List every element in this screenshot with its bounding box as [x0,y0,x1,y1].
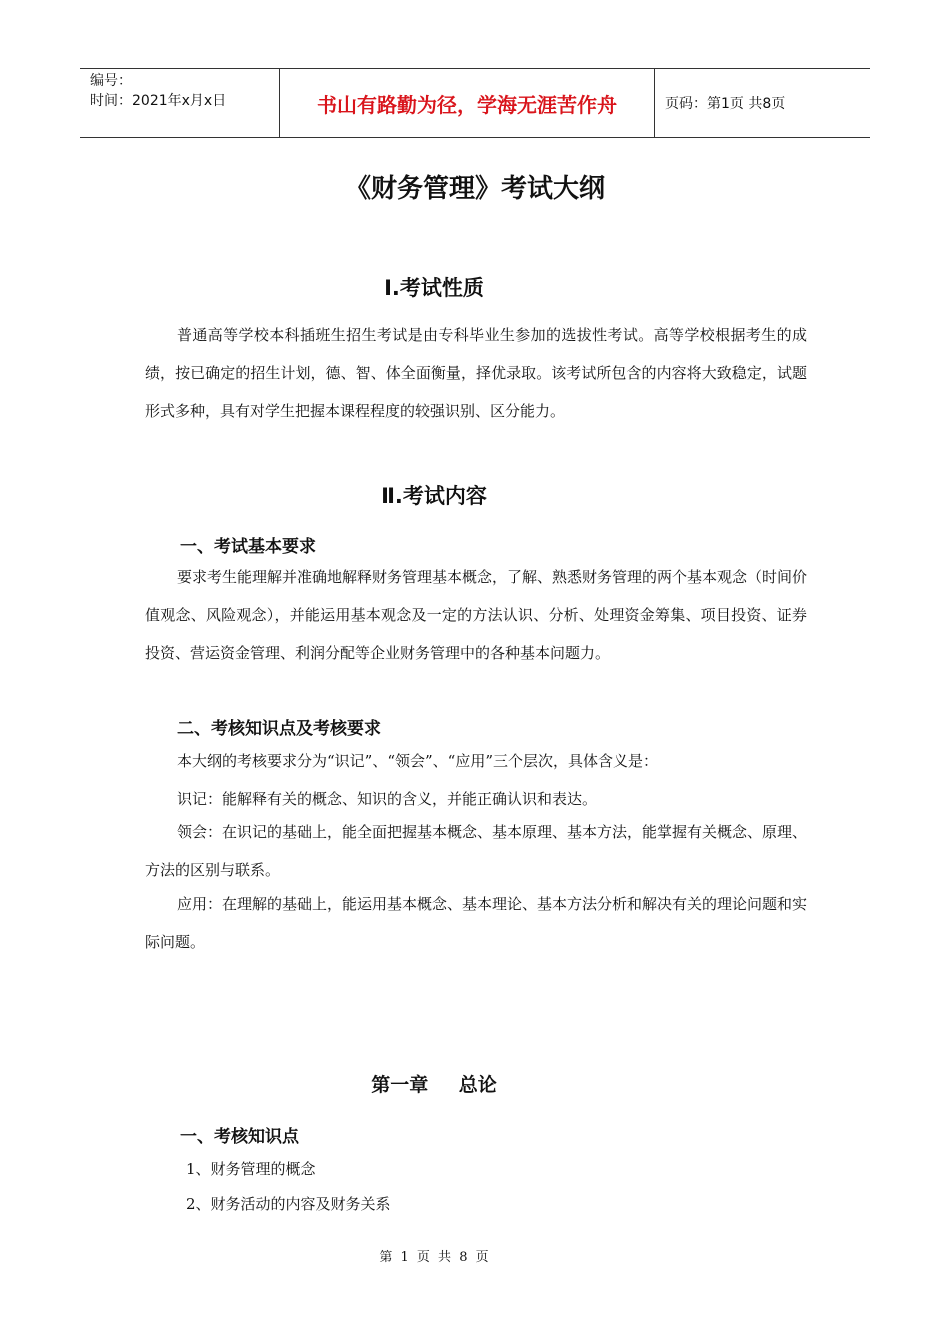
number-label: 编号： [90,73,132,89]
section2-sub1-paragraph: 要求考生能理解并准确地解释财务管理基本概念，了解、熟悉财务管理的两个基本观念（时间价值观念、风险观念），并能运用基本观念及一定的方法认识、分析、处理资金筹集、项目投资、证券投资、营运资金管理、利润分配等企业财务管理中的各种基本问题力。 [145,568,808,662]
page-footer: 第 1 页 共 8 页 [379,1250,489,1265]
list-item: 1、财务管理的概念 [186,1160,316,1178]
section1-paragraph: 普通高等学校本科插班生招生考试是由专科毕业生参加的选拔性考试。高等学校根据考生的成绩，按已确定的招生计划，德、智、体全面衡量，择优录取。该考试所包含的内容将大致稳定，试题形式多种，具有对学生把握本课程程度的较强识别、区分能力。 [145,326,807,420]
header-page-info: 页码：第1页 共8页 [665,96,786,112]
level-recall: 识记：能解释有关的概念、知识的含义，并能正确认识和表达。 [177,790,598,808]
document-title: 《财务管理》考试大纲 [344,174,605,204]
header-meta-cell [80,69,280,137]
section1-heading: Ⅰ.考试性质 [384,276,484,300]
levels-intro: 本大纲的考核要求分为“识记”、“领会”、“应用”三个层次，具体含义是： [177,752,659,770]
section2-sub2-heading: 二、考核知识点及考核要求 [177,719,381,739]
header-motto: 书山有路勤为径，学海无涯苦作舟 [280,69,655,137]
chapter1-heading: 第一章 总论 [371,1074,497,1096]
page-header-table [80,68,870,138]
level-understand: 领会：在识记的基础上，能全面把握基本概念、基本原理、基本方法，能掌握有关概念、原理、方法的区别与联系。 [145,823,808,879]
list-item: 2、财务活动的内容及财务关系 [186,1195,391,1213]
date-label: 时间：2021年x月x日 [90,93,227,109]
section2-heading: Ⅱ.考试内容 [381,484,487,508]
level-apply: 应用：在理解的基础上，能运用基本概念、基本理论、基本方法分析和解决有关的理论问题和实际问题。 [145,895,808,951]
section2-sub1-heading: 一、考试基本要求 [180,537,316,557]
chapter1-sub-heading: 一、考核知识点 [180,1127,299,1147]
